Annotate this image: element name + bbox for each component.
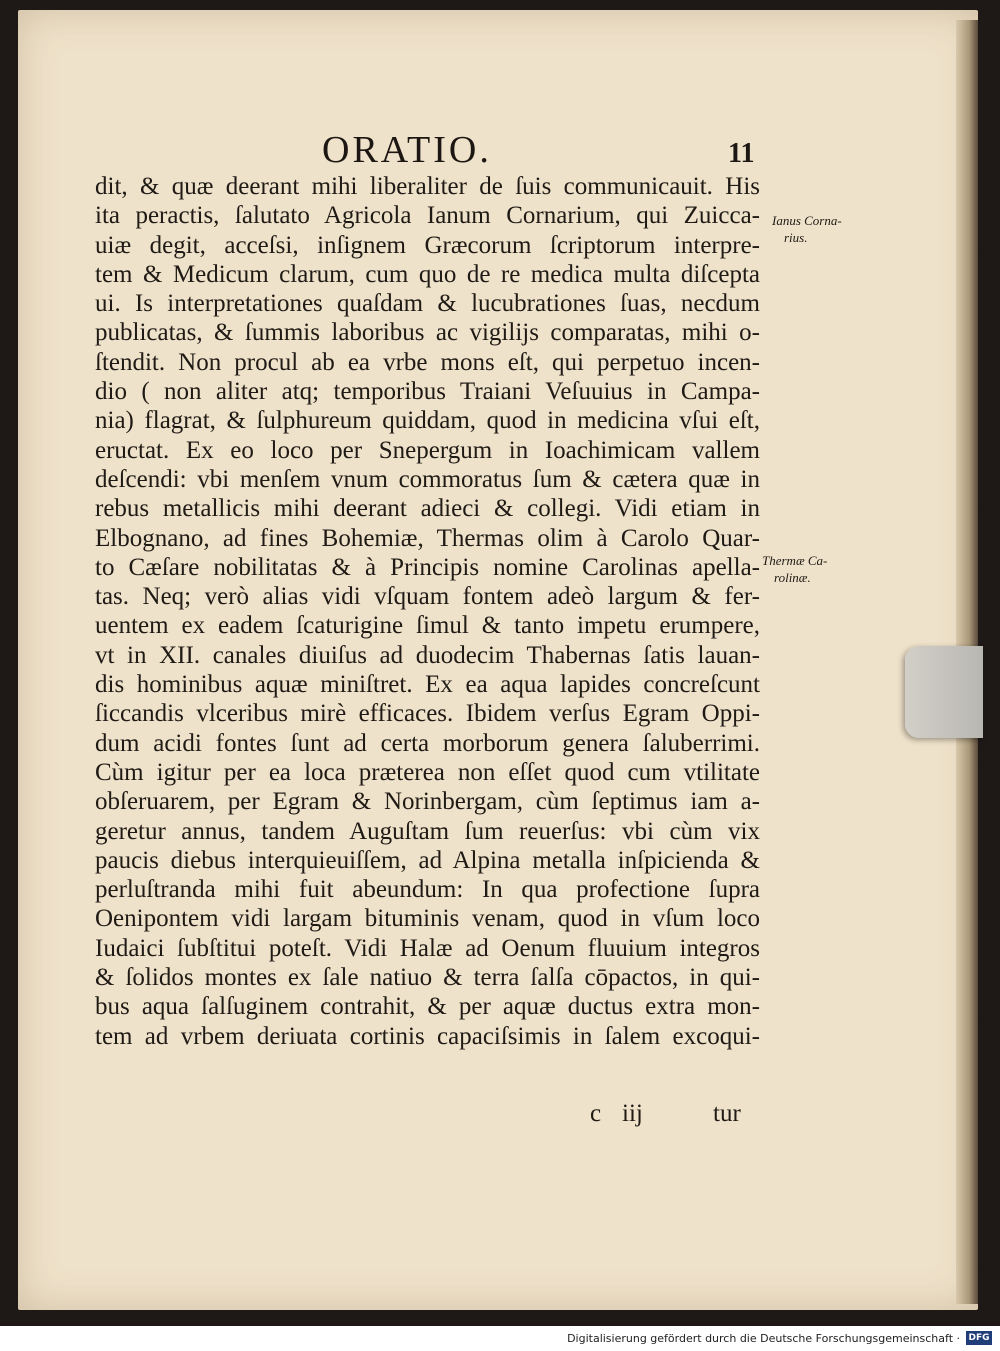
text-line: uiæ degit, acceſsi, inſignem Græcorum ſcriptorum interpre- (95, 231, 760, 259)
dfg-logo: DFG (966, 1331, 992, 1345)
signature-number: iij (622, 1100, 643, 1127)
text-line: ui. Is interpretationes quaſdam & lucubrationes ſuas, necdum (95, 290, 760, 318)
text-line: geretur annus, tandem Auguſtam ſum reuerſus: vbi cùm vix (95, 817, 760, 845)
body-text (95, 172, 760, 1051)
marginal-line: Ianus Corna- (772, 213, 842, 228)
text-line: to Cæſare nobilitatas & à Principis nomine Carolinas apella- (95, 553, 760, 581)
text-line: dis hominibus aquæ miniſtret. Ex ea aqua lapides concreſcunt (95, 671, 760, 699)
catchword: tur (713, 1100, 741, 1127)
text-line: dum acidi fontes ſunt ad certa morborum genera ſaluberrimi. (95, 729, 760, 757)
text-line: vt in XII. canales diuiſus ad duodecim Thabernas ſatis lauan- (95, 641, 760, 669)
text-line: Elbognano, ad fines Bohemiæ, Thermas olim à Carolo Quar- (95, 524, 760, 552)
running-head: ORATIO. (322, 129, 492, 171)
text-line: tem & Medicum clarum, cum quo de re medica multa diſcepta (95, 260, 760, 288)
marginal-line: rolinæ. (774, 570, 811, 585)
footer-bar (0, 1326, 1000, 1351)
text-line: eructat. Ex eo loco per Snepergum in Ioachimicam vallem (95, 436, 760, 464)
text-line: Oenipontem vidi largam bituminis venam, quod in vſum loco (95, 905, 760, 933)
text-line: dit, & quæ deerant mihi liberaliter de ſuis communicauit. His (95, 173, 760, 200)
marginal-line: Thermæ Ca- (762, 553, 828, 568)
text-line: uentem ex eadem ſcaturigine ſimul & tanto impetu erumpere, (95, 612, 760, 640)
text-line: deſcendi: vbi menſem vnum commoratus ſum & cætera quæ in (95, 465, 760, 493)
text-line: & ſolidos montes ex ſale natiuo & terra ſalſa cōpactos, in qui- (95, 964, 760, 992)
marginal-line: rius. (784, 230, 808, 245)
marginal-note-thermae (762, 552, 827, 586)
text-line: dio ( non aliter atq; temporibus Traiani Veſuuius in Campa- (95, 378, 760, 406)
text-line: rebus metallicis mihi deerant adieci & collegi. Vidi etiam in (95, 495, 760, 523)
text-line: tas. Neq; verò alias vidi vſquam fontem adeò largum & fer- (95, 583, 760, 611)
text-line: perluſtranda mihi fuit abeundum: In qua profectione ſupra (95, 876, 760, 904)
text-line: nia) flagrat, & ſulphureum quiddam, quod in medicina vſui eſt, (95, 407, 760, 435)
text-line: publicatas, & ſummis laboribus ac vigilijs comparatas, mihi o- (95, 319, 760, 347)
page-clip-tab (905, 646, 983, 738)
text-line: paucis diebus interquieuiſſem, ad Alpina metalla inſpicienda & (95, 846, 760, 874)
text-line: Iudaici ſubſtitui poteſt. Vidi Halæ ad Oenum fluuium integros (95, 934, 760, 962)
text-line: tem ad vrbem deriuata cortinis capaciſsimis in ſalem excoqui- (95, 1022, 760, 1050)
text-line: bus aqua ſalſuginem contrahit, & per aquæ ductus extra mon- (95, 993, 760, 1021)
folio-number: 11 (728, 138, 755, 169)
text-line: obſeruarem, per Egram & Norinbergam, cùm ſeptimus iam a- (95, 788, 760, 816)
text-line: ſiccandis vlceribus mirè efficaces. Ibidem verſus Egram Oppi- (95, 700, 760, 728)
text-line: Cùm igitur per ea loca præterea non eſſet quod cum vtilitate (95, 758, 760, 786)
marginal-note-cornarius (772, 212, 842, 246)
funding-credit: Digitalisierung gefördert durch die Deutsche Forschungsgemeinschaft · (567, 1332, 960, 1345)
text-line: ita peractis, ſalutato Agricola Ianum Cornarium, qui Zuicca- (95, 202, 760, 230)
text-line: ſtendit. Non procul ab ea vrbe mons eſt, qui perpetuo incen- (95, 348, 760, 376)
signature-mark: c (590, 1100, 602, 1127)
